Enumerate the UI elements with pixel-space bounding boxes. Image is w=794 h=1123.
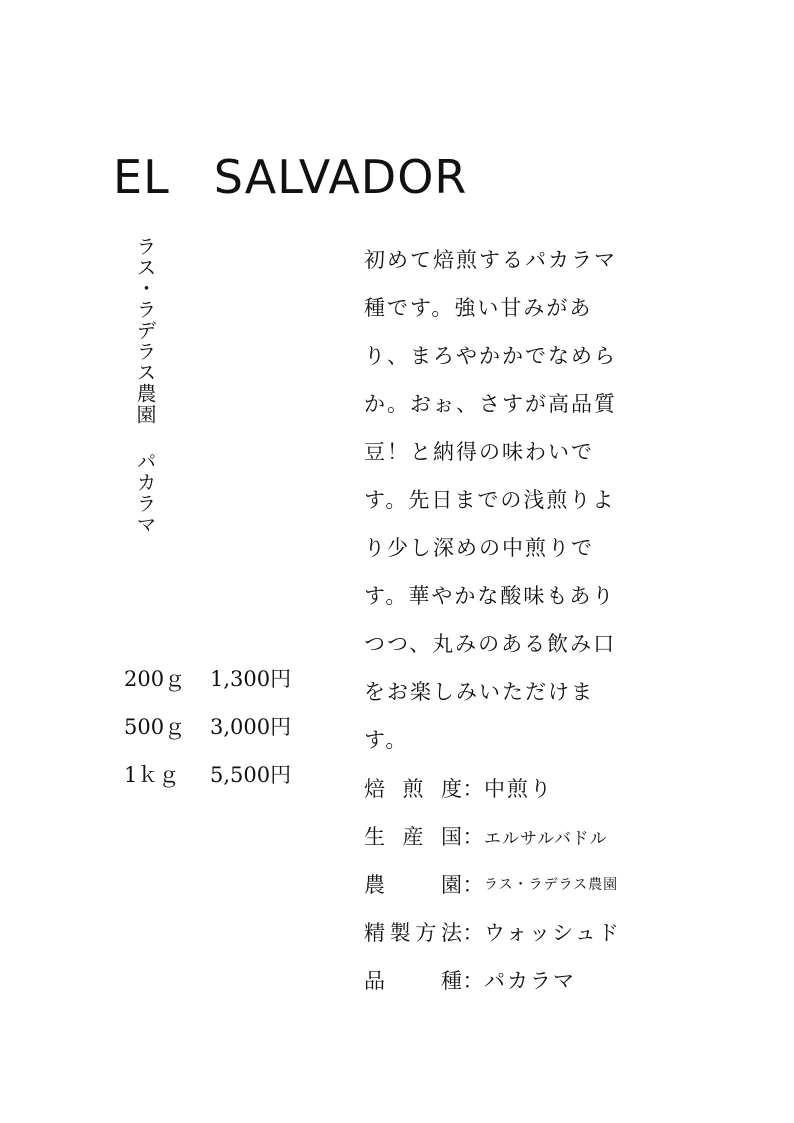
spec-value: ラス・ラデラス農園: [484, 877, 619, 893]
price-row: [124, 654, 291, 702]
spec-row-variety: 品 種 ： パカラマ: [364, 956, 621, 1004]
spec-value: ウォッシュド: [484, 921, 621, 945]
variety-name: パカラマ: [133, 451, 157, 535]
spec-table: [364, 764, 621, 1004]
spec-value: パカラマ: [484, 969, 576, 993]
farm-variety-vertical: [130, 236, 160, 535]
title-word-el: EL: [113, 150, 170, 204]
farm-name: ラス・ラデラス農園: [133, 236, 157, 425]
spec-row-process: 精 製 方 法 ： ウォッシュド: [364, 908, 621, 956]
price-weight: 1ｋｇ: [124, 763, 180, 787]
spec-value: 中煎り: [484, 777, 553, 801]
price-list: [124, 654, 291, 798]
spec-row-country: 生 産 国 ： エルサルバドル: [364, 812, 621, 860]
spec-value: エルサルバドル: [484, 828, 608, 849]
description: [364, 236, 634, 764]
spec-label: 精 製 方 法: [364, 921, 462, 945]
spec-label: 農 園: [364, 873, 462, 897]
price-row: [124, 750, 291, 798]
spec-row-roast: 焙 煎 度 ： 中煎り: [364, 764, 621, 812]
description-text: 初めて焙煎するパカラマ種です。強い甘みがあり、まろやかかでなめらか。おぉ、さすが高品質豆！と納得の味わいです。先日までの浅煎りより少し深めの中煎りです。華やかな酸味もありつつ、丸みのある飲み口をお楽しみいただけます。: [364, 248, 617, 752]
price-row: [124, 702, 291, 750]
price-weight: 500ｇ: [124, 715, 186, 739]
price-value: 1,300円: [210, 667, 292, 691]
price-value: 3,000円: [210, 715, 292, 739]
title-word-salvador: SALVADOR: [213, 150, 468, 204]
price-value: 5,500円: [210, 763, 292, 787]
spec-label: 生 産 国: [364, 825, 462, 849]
page-title: [113, 150, 467, 204]
price-weight: 200ｇ: [124, 667, 186, 691]
spec-label: 焙 煎 度: [364, 777, 462, 801]
spec-row-farm: 農 園 ： ラス・ラデラス農園: [364, 860, 621, 908]
spec-label: 品 種: [364, 969, 462, 993]
